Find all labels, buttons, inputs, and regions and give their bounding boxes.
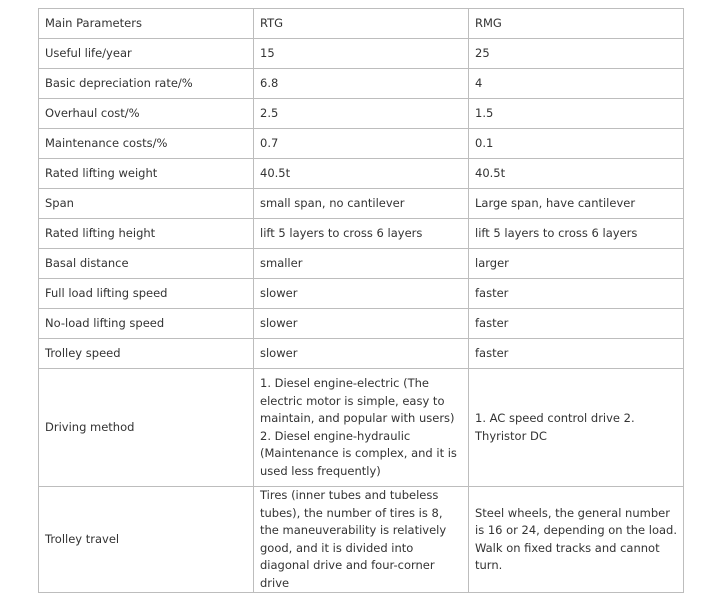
rtg-cell: 2.5 — [254, 99, 469, 129]
table-row — [39, 69, 684, 99]
table-row — [39, 369, 684, 487]
table-row — [39, 279, 684, 309]
table-row — [39, 159, 684, 189]
rmg-cell: 25 — [469, 39, 684, 69]
table-row — [39, 309, 684, 339]
table-row — [39, 99, 684, 129]
table-row — [39, 219, 684, 249]
table-row — [39, 487, 684, 593]
rmg-cell: lift 5 layers to cross 6 layers — [469, 219, 684, 249]
rtg-cell: slower — [254, 279, 469, 309]
parameter-cell: Full load lifting speed — [39, 279, 254, 309]
parameter-cell: Driving method — [39, 369, 254, 487]
rtg-cell: 1. Diesel engine-electric (The electric motor is simple, easy to maintain, and popular with users) 2. Diesel engine-hydraulic (Maintenance is complex, and it is used less frequently) — [254, 369, 469, 487]
rtg-cell: small span, no cantilever — [254, 189, 469, 219]
rmg-cell: 4 — [469, 69, 684, 99]
rmg-cell: 40.5t — [469, 159, 684, 189]
parameter-cell: Useful life/year — [39, 39, 254, 69]
table-row — [39, 189, 684, 219]
rmg-cell: faster — [469, 339, 684, 369]
rtg-cell: smaller — [254, 249, 469, 279]
rtg-cell: slower — [254, 309, 469, 339]
table-row — [39, 129, 684, 159]
parameter-cell: No-load lifting speed — [39, 309, 254, 339]
parameter-cell: Span — [39, 189, 254, 219]
rmg-cell: faster — [469, 279, 684, 309]
rmg-cell: Large span, have cantilever — [469, 189, 684, 219]
table-row — [39, 339, 684, 369]
rmg-cell: faster — [469, 309, 684, 339]
rtg-cell: Tires (inner tubes and tubeless tubes), the number of tires is 8, the maneuverability is relatively good, and it is divided into diagonal drive and four-corner drive — [254, 487, 469, 593]
table-header-row — [39, 9, 684, 39]
parameter-cell: Rated lifting weight — [39, 159, 254, 189]
parameter-cell: Trolley travel — [39, 487, 254, 593]
parameter-cell: Rated lifting height — [39, 219, 254, 249]
rmg-cell: 0.1 — [469, 129, 684, 159]
rtg-cell: 40.5t — [254, 159, 469, 189]
table-row — [39, 249, 684, 279]
comparison-table — [38, 8, 684, 593]
rmg-cell: Steel wheels, the general number is 16 or 24, depending on the load. Walk on fixed tracks and cannot turn. — [469, 487, 684, 593]
parameter-cell: Basic depreciation rate/% — [39, 69, 254, 99]
table-row — [39, 39, 684, 69]
rtg-cell: slower — [254, 339, 469, 369]
parameter-cell: Maintenance costs/% — [39, 129, 254, 159]
header-cell-rtg: RTG — [254, 9, 469, 39]
rtg-cell: 6.8 — [254, 69, 469, 99]
rtg-cell: lift 5 layers to cross 6 layers — [254, 219, 469, 249]
rmg-cell: 1.5 — [469, 99, 684, 129]
rmg-cell: larger — [469, 249, 684, 279]
rmg-cell: 1. AC speed control drive 2. Thyristor DC — [469, 369, 684, 487]
header-cell-parameter: Main Parameters — [39, 9, 254, 39]
parameter-cell: Trolley speed — [39, 339, 254, 369]
rtg-cell: 0.7 — [254, 129, 469, 159]
header-cell-rmg: RMG — [469, 9, 684, 39]
parameter-cell: Basal distance — [39, 249, 254, 279]
comparison-table-container — [38, 8, 684, 593]
rtg-cell: 15 — [254, 39, 469, 69]
parameter-cell: Overhaul cost/% — [39, 99, 254, 129]
